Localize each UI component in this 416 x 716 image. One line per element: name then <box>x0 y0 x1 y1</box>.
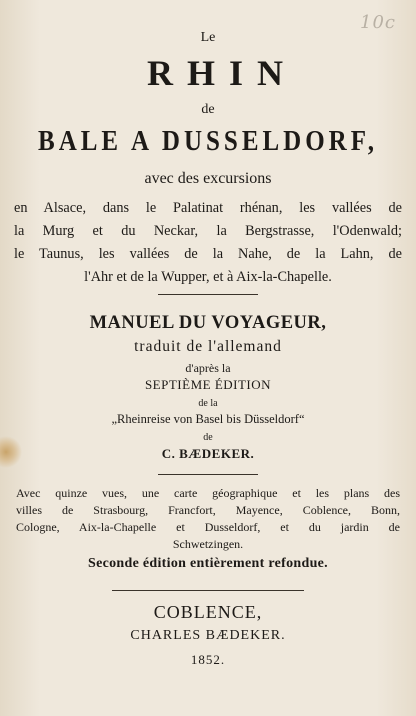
translated-from: traduit de l'allemand <box>134 338 282 355</box>
divider-rule <box>158 294 258 295</box>
pencil-mark: 10c <box>360 12 396 33</box>
divider-rule <box>112 590 304 591</box>
views-line: Schwetzingen. <box>172 537 244 551</box>
views-line: Cologne, Aix-la-Chapelle et Dusseldorf, et du jardin de <box>16 520 400 534</box>
excursions-description <box>14 197 402 289</box>
second-edition-note: Seconde édition entièrement refondue. <box>87 556 328 571</box>
title-avec-excursions: avec des excursions <box>144 170 272 187</box>
description-line: le Taunus, les vallées de la Nahe, de la Lahn, de <box>14 246 402 262</box>
description-line: en Alsace, dans le Palatinat rhénan, les vallées de <box>14 200 402 216</box>
title-bale-dusseldorf: BALE A DUSSELDORF, <box>38 125 378 157</box>
views-line: Avec quinze vues, une carte géographique et les plans des <box>16 486 400 500</box>
by: de <box>203 432 213 443</box>
edition-label: SEPTIÈME ÉDITION <box>144 377 272 392</box>
original-title: „Rheinreise von Basel bis Düsseldorf“ <box>111 412 305 426</box>
title-de: de <box>201 102 215 117</box>
manual-title: MANUEL DU VOYAGEUR, <box>89 313 327 333</box>
of-the: de la <box>198 398 218 409</box>
after-the: d'après la <box>185 361 231 375</box>
title-rhin: RHIN <box>146 53 297 93</box>
description-line: l'Ahr et de la Wupper, et à Aix-la-Chapelle. <box>84 269 332 285</box>
imprint-publisher: CHARLES BÆDEKER. <box>130 628 286 643</box>
views-and-maps-note <box>16 485 400 553</box>
title-le: Le <box>200 30 216 45</box>
author-name: C. BÆDEKER. <box>161 446 255 461</box>
imprint-year: 1852. <box>190 652 226 667</box>
views-line: villes de Strasbourg, Francfort, Mayence, Coblence, Bonn, <box>16 503 400 517</box>
imprint-city: COBLENCE, <box>153 602 263 622</box>
divider-rule <box>158 474 258 475</box>
description-line: la Murg et du Neckar, la Bergstrasse, l'Odenwald; <box>14 223 402 239</box>
